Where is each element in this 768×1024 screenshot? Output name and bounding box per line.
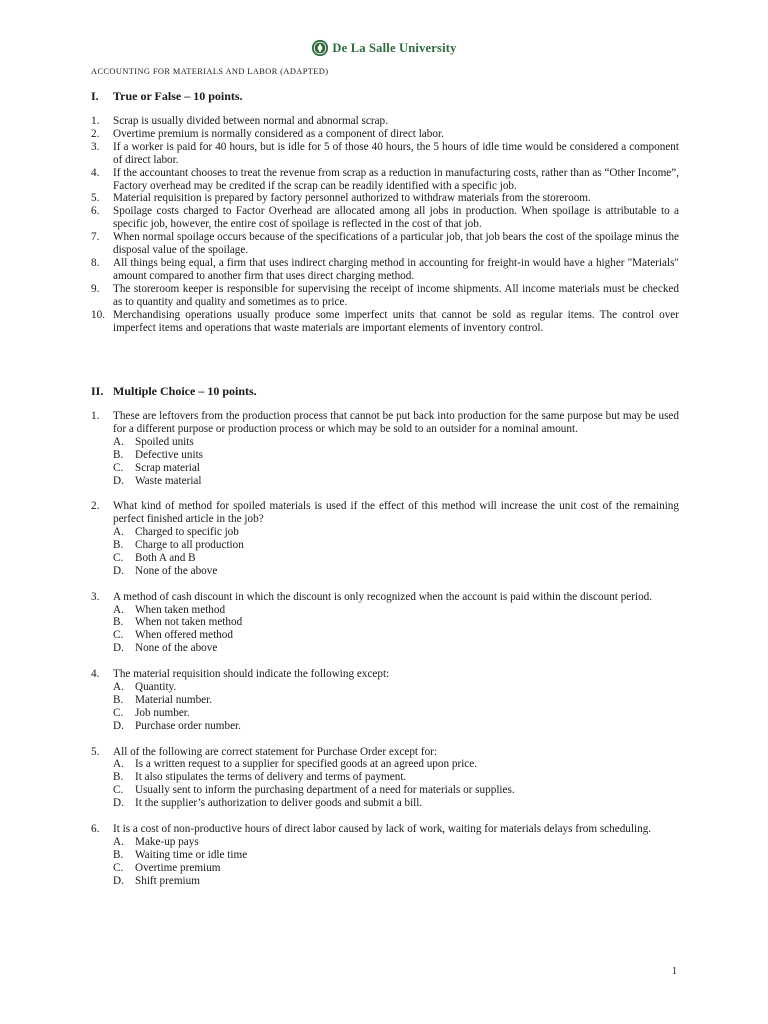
list-item: 7. When normal spoilage occurs because of the specifications of a particular job, that job bears the cost of the spoilage minus the disposal value of the spoilage. xyxy=(91,231,679,257)
section-heading-true-false xyxy=(91,89,243,104)
answer-choice: D. None of the above xyxy=(113,642,218,655)
question xyxy=(91,591,679,656)
question xyxy=(91,410,679,487)
true-false-list xyxy=(91,115,679,334)
list-item: 8. All things being equal, a firm that uses indirect charging method in accounting for freight-in would have a higher "Materials" amount compared to another firm that uses direct charging method. xyxy=(91,256,679,282)
answer-choice: C. When offered method xyxy=(113,629,233,642)
dlsu-seal-icon xyxy=(311,39,329,57)
answer-choice: B. Waiting time or idle time xyxy=(113,848,248,861)
page-number: 1 xyxy=(672,966,677,977)
list-item: 6. Spoilage costs charged to Factor Overhead are allocated among all jobs in production. When spoilage is attributable to a specific job, however, the entire cost of spoilage is reflected in the cost of that job. xyxy=(91,205,679,231)
question-stem: 5. All of the following are correct statement for Purchase Order except for: xyxy=(91,745,437,758)
page-header xyxy=(0,38,768,58)
list-item: 5. Material requisition is prepared by factory personnel authorized to withdraw materials from the storeroom. xyxy=(91,192,591,205)
list-item: 4. If the accountant chooses to treat the revenue from scrap as a reduction in manufacturing costs, rather than as “Other Income”, Factory overhead may be credited if the scrap can be readily identified with a specific job. xyxy=(91,166,679,192)
question-stem: 6. It is a cost of non-productive hours of direct labor caused by lack of work, waiting for materials delays from scheduling. xyxy=(91,822,652,835)
answer-choice: A. Spoiled units xyxy=(113,435,194,448)
university-name: De La Salle University xyxy=(332,40,457,55)
answer-choice: A. When taken method xyxy=(113,603,226,616)
answer-choice: D. It the supplier’s authorization to deliver goods and submit a bill. xyxy=(113,797,423,810)
answer-choice: B. Material number. xyxy=(113,693,213,706)
document-title: ACCOUNTING FOR MATERIALS AND LABOR (ADAPTED) xyxy=(91,67,329,76)
list-item: 1. Scrap is usually divided between normal and abnormal scrap. xyxy=(91,115,388,127)
list-item: 9. The storeroom keeper is responsible for supervising the receipt of income shipments. All income materials must be checked as to quantity and quality and sometimes as to price. xyxy=(91,282,679,308)
section-number: I. xyxy=(91,89,99,103)
answer-choice: C. Job number. xyxy=(113,706,190,719)
question-stem: 3. A method of cash discount in which the discount is only recognized when the account is paid within the discount period. xyxy=(91,590,653,603)
answer-choice: A. Make-up pays xyxy=(113,835,199,848)
answer-choice: B. When not taken method xyxy=(113,616,243,629)
question-stem: 1. These are leftovers from the production process that cannot be put back into production for the same purpose but may be used for a different purpose or production process or which may be sold to an outsider for a nominal amount. xyxy=(91,410,679,435)
section-title: Multiple Choice – 10 points. xyxy=(113,384,257,398)
answer-choice: D. Waste material xyxy=(113,474,202,487)
answer-choice: A. Quantity. xyxy=(113,680,177,693)
answer-choice: D. Purchase order number. xyxy=(113,719,241,732)
list-item: 10. Merchandising operations usually produce some imperfect units that cannot be sold as regular items. The control over imperfect items and operations that waste materials are important elements of inventory control. xyxy=(91,308,679,334)
answer-choice: B. Defective units xyxy=(113,448,204,461)
question xyxy=(91,668,679,733)
answer-choice: A. Charged to specific job xyxy=(113,526,239,539)
answer-choice: C. Overtime premium xyxy=(113,861,221,874)
question-stem: 4. The material requisition should indicate the following except: xyxy=(91,668,390,681)
list-item: 2. Overtime premium is normally considered as a component of direct labor. xyxy=(91,127,444,140)
question-stem: 2. What kind of method for spoiled materials is used if the effect of this method will increase the unit cost of the remaining perfect finished article in the job? xyxy=(91,500,679,526)
answer-choice: B. It also stipulates the terms of delivery and terms of payment. xyxy=(113,771,407,784)
answer-choice: D. Shift premium xyxy=(113,874,200,887)
question xyxy=(91,823,679,888)
multiple-choice-list xyxy=(91,410,679,900)
answer-choice: A. Is a written request to a supplier for specified goods at an agreed upon price. xyxy=(113,758,478,771)
section-number: II. xyxy=(91,384,104,398)
answer-choice: C. Scrap material xyxy=(113,461,200,474)
question xyxy=(91,500,679,577)
section-heading-multiple-choice xyxy=(91,384,257,399)
answer-choice: D. None of the above xyxy=(113,564,218,577)
answer-choice: B. Charge to all production xyxy=(113,539,244,552)
answer-choice: C. Both A and B xyxy=(113,551,196,564)
answer-choice: C. Usually sent to inform the purchasing department of a need for materials or supplies. xyxy=(113,784,515,797)
section-title: True or False – 10 points. xyxy=(113,89,243,103)
question xyxy=(91,746,679,811)
list-item: 3. If a worker is paid for 40 hours, but is idle for 5 of those 40 hours, the 5 hours of idle time would be considered a component of direct labor. xyxy=(91,140,679,166)
